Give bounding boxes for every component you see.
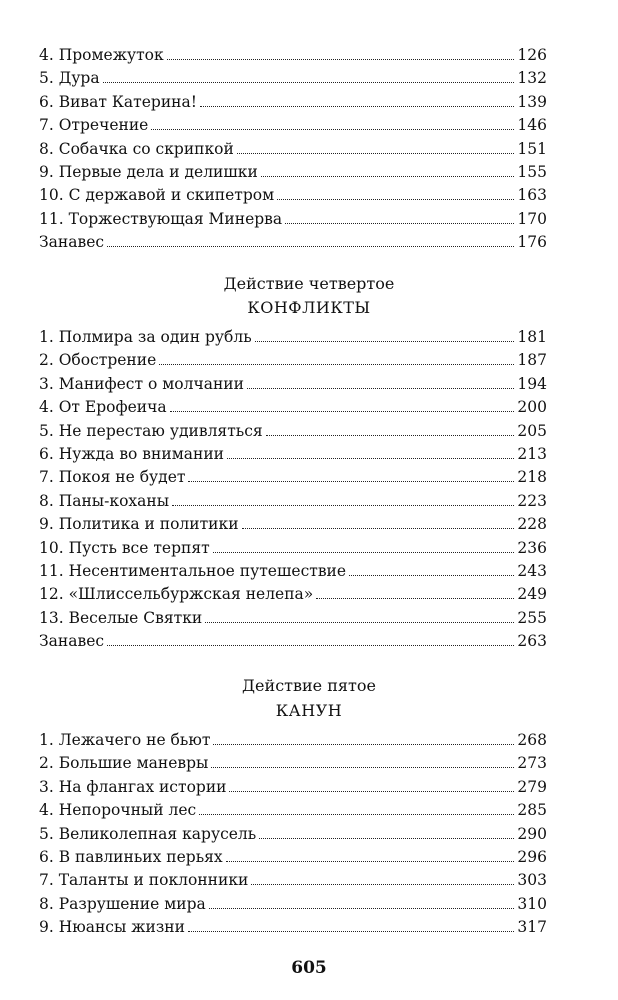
toc-leader-dots [277,199,514,200]
toc-leader-dots [251,884,514,885]
toc-entry-title: 11. Торжествующая Минерва [39,209,283,228]
toc-entry-page: 181 [517,328,547,346]
toc-entry [39,466,547,489]
toc-entry-page: 296 [517,847,547,866]
toc-entry [39,630,547,653]
toc-entry-page: 139 [517,92,547,111]
toc-entry-page: 223 [517,491,547,510]
toc-entry [39,752,547,775]
toc-leader-dots [237,153,515,154]
toc-entry [39,869,547,892]
toc-entry-page: 213 [517,444,547,463]
toc-entry-title: 12. «Шлиссельбуржская нелепа» [39,585,314,604]
toc-entry-title: 9. Нюансы жизни [39,918,185,937]
toc-entry [39,373,547,396]
toc-entry [39,537,547,560]
toc-leader-dots [247,388,514,389]
toc-entry [39,114,547,137]
toc-leader-dots [213,552,515,553]
toc-leader-dots [170,411,515,412]
toc-leader-dots [242,528,515,529]
toc-leader-dots [107,246,514,247]
toc-entry-title: Занавес [39,233,105,252]
toc-entry-title: 5. Великолепная карусель [39,824,257,843]
toc-leader-dots [227,458,514,459]
toc-entry-title: 6. В павлиньих перьях [39,847,223,866]
toc-entry [39,326,547,349]
toc-entry [39,776,547,799]
toc-leader-dots [266,435,515,436]
toc-entry-page: 228 [517,515,547,534]
toc-leader-dots [316,598,514,599]
toc-leader-dots [349,575,514,576]
toc-entry-page: 310 [517,894,547,913]
toc-entry [39,729,547,752]
toc-entry-title: 4. Непорочный лес [39,801,197,820]
toc-leader-dots [167,59,515,60]
toc-entry [39,91,547,114]
toc-entry-title: 8. Паны-коханы [39,491,170,510]
toc-entry-title: 6. Нужда во внимании [39,444,224,463]
toc-entry-page: 176 [517,233,547,252]
toc-entry [39,138,547,161]
toc-leader-dots [151,129,514,130]
toc-entry-page: 273 [517,754,547,773]
toc-section-act4 [39,326,547,653]
toc-entry-title: 7. Отречение [39,116,149,135]
toc-entry [39,893,547,916]
toc-entry [39,184,547,207]
toc-entry-title: 8. Разрушение мира [39,894,206,913]
toc-entry-page: 317 [517,918,547,937]
toc-entry [39,799,547,822]
toc-entry-page: 151 [517,139,547,158]
toc-leader-dots [188,931,514,932]
toc-entry [39,349,547,372]
toc-entry-page: 146 [517,116,547,135]
toc-entry [39,513,547,536]
toc-entry-page: 249 [517,585,547,604]
toc-leader-dots [209,908,515,909]
toc-entry [39,231,547,254]
toc-entry [39,420,547,443]
toc-leader-dots [229,791,514,792]
toc-entry-page: 279 [517,777,547,796]
page-number: 605 [291,958,327,978]
toc-leader-dots [226,861,515,862]
toc-entry-page: 132 [517,69,547,88]
toc-entry-title: 1. Полмира за один рубль [39,328,252,346]
toc-leader-dots [172,505,514,506]
toc-entry-title: 3. Манифест о молчании [39,374,244,393]
toc-entry-page: 263 [517,632,547,651]
toc-entry-page: 155 [517,162,547,181]
toc-entry-title: 9. Политика и политики [39,515,239,534]
toc-entry-page: 163 [517,186,547,205]
toc-entry-title: 4. От Ерофеича [39,398,167,417]
toc-entry-page: 187 [517,351,547,370]
toc-entry-title: 11. Несентиментальное путешествие [39,561,347,580]
toc-entry-page: 218 [517,468,547,487]
toc-section-act5 [39,729,547,940]
toc-entry-title: 5. Не перестаю удивляться [39,421,263,440]
toc-entry-title: 3. На флангах истории [39,777,227,796]
toc-entry-page: 303 [517,871,547,890]
toc-entry-title: 9. Первые дела и делишки [39,162,258,181]
toc-leader-dots [259,838,514,839]
toc-entry [39,396,547,419]
toc-entry-title: 1. Лежачего не бьют [39,731,211,749]
toc-entry [39,490,547,513]
toc-entry-page: 200 [517,398,547,417]
toc-entry [39,560,547,583]
toc-entry-title: Занавес [39,632,105,651]
toc-entry [39,67,547,90]
toc-entry-title: 5. Дура [39,69,100,88]
toc-entry-title: 13. Веселые Святки [39,608,203,627]
toc-entry-title: 7. Покоя не будет [39,468,186,487]
toc-entry-title: 7. Таланты и поклонники [39,871,249,890]
toc-entry [39,443,547,466]
toc-entry-title: 8. Собачка со скрипкой [39,139,234,158]
toc-leader-dots [200,106,514,107]
toc-entry-title: 4. Промежуток [39,46,164,64]
act5-heading: Действие пятое [242,676,376,695]
toc-entry [39,583,547,606]
act4-heading: Действие четвертое [223,274,395,293]
toc-entry-page: 126 [517,46,547,64]
toc-leader-dots [213,744,514,745]
act5-title: КАНУН [275,701,343,720]
toc-entry-page: 205 [517,421,547,440]
toc-section-act3-continued [39,44,547,255]
toc-leader-dots [103,82,515,83]
toc-entry [39,161,547,184]
act4-title: КОНФЛИКТЫ [247,298,371,317]
toc-entry-title: 10. Пусть все терпят [39,538,210,557]
toc-entry-page: 243 [517,561,547,580]
toc-entry-title: 10. С державой и скипетром [39,186,275,205]
toc-entry [39,607,547,630]
toc-leader-dots [205,622,514,623]
toc-entry-page: 236 [517,538,547,557]
toc-entry-page: 194 [517,374,547,393]
toc-leader-dots [255,341,515,342]
toc-leader-dots [159,364,514,365]
toc-entry [39,44,547,67]
toc-leader-dots [188,481,514,482]
toc-leader-dots [261,176,515,177]
toc-leader-dots [107,645,514,646]
toc-entry [39,846,547,869]
toc-leader-dots [211,767,514,768]
toc-entry-page: 255 [517,608,547,627]
toc-leader-dots [285,223,514,224]
toc-entry-title: 2. Большие маневры [39,754,209,773]
toc-entry-page: 290 [517,824,547,843]
toc-entry-title: 6. Виват Катерина! [39,92,197,111]
toc-entry-title: 2. Обострение [39,351,157,370]
toc-entry-page: 268 [517,731,547,749]
toc-entry-page: 285 [517,801,547,820]
toc-entry [39,916,547,939]
toc-entry [39,823,547,846]
toc-entry [39,208,547,231]
toc-entry-page: 170 [517,209,547,228]
toc-leader-dots [199,814,514,815]
